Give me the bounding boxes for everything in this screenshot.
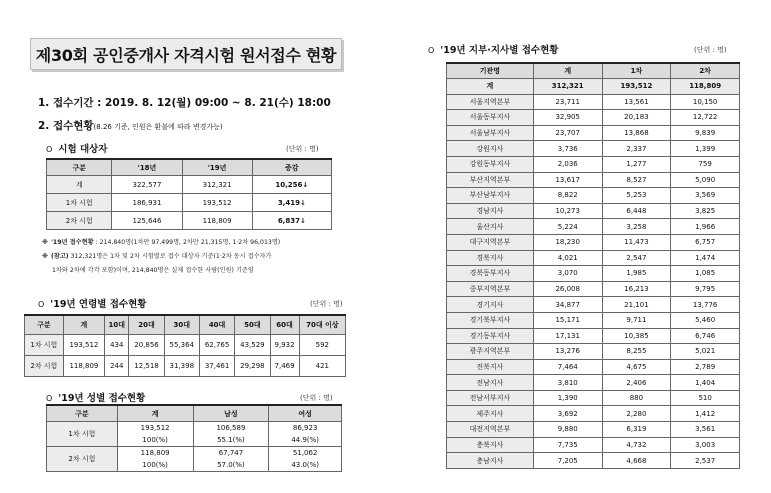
table-cell: 3,561	[671, 422, 740, 438]
table-header-row	[447, 63, 740, 79]
table-cell: 2차 시험	[47, 447, 118, 472]
table-row	[447, 188, 740, 204]
table-cell: 13,776	[671, 297, 740, 313]
table-cell: 193,512	[117, 422, 193, 435]
table-cell: 13,561	[602, 94, 671, 110]
table-cell: 16,213	[602, 281, 671, 297]
table-row	[447, 390, 740, 406]
reception-status-note: (8.26 기준, 인원은 환불에 따라 변경가능)	[93, 123, 223, 131]
table-cell: 10,273	[533, 203, 602, 219]
document-title: 제30회 공인중개사 자격시험 원서접수 현황	[30, 38, 342, 70]
branch-heading: O '19년 지부·지사별 접수현황	[428, 45, 559, 56]
table-cell: 8,255	[602, 344, 671, 360]
table-cell: 9,711	[602, 312, 671, 328]
column-header: '18년	[112, 159, 182, 176]
table-cell: 6,837↓	[252, 212, 331, 230]
table-cell: 118,809	[671, 79, 740, 95]
column-header: 40대	[199, 315, 234, 335]
table-cell: 9,795	[671, 281, 740, 297]
table-row	[47, 422, 342, 435]
exam-target-heading: O 시험 대상자	[46, 144, 108, 155]
table-cell: 전북지사	[447, 359, 534, 375]
table-cell: 1차 시험	[47, 194, 112, 212]
table-cell: 1,399	[671, 141, 740, 157]
column-header: 구분	[25, 315, 64, 335]
table-cell: 17,131	[533, 328, 602, 344]
table-cell: 4,668	[602, 453, 671, 469]
table-cell: 9,932	[270, 335, 299, 356]
table-row	[47, 176, 332, 194]
table-cell: 13,868	[602, 125, 671, 141]
reception-status-title: 2. 접수현황	[38, 120, 94, 132]
table-cell: 5,090	[671, 172, 740, 188]
table-cell: 계	[47, 176, 112, 194]
table-cell: 1차 시험	[47, 422, 118, 447]
table-cell: 강원지사	[447, 141, 534, 157]
table-cell: 34,877	[533, 297, 602, 313]
column-header: 20대	[129, 315, 164, 335]
table-cell: 11,473	[602, 234, 671, 250]
table-cell: 51,062	[269, 447, 342, 460]
column-header: 남성	[193, 405, 269, 422]
table-cell: 193,512	[63, 335, 104, 356]
table-cell: 2,036	[533, 156, 602, 172]
table-row	[447, 359, 740, 375]
table-cell: 29,298	[235, 356, 270, 377]
branch-table	[446, 62, 740, 469]
table-cell: 대구지역본부	[447, 234, 534, 250]
table-cell: 592	[299, 335, 345, 356]
table-cell: 9,839	[671, 125, 740, 141]
table-row	[25, 356, 346, 377]
table-cell: 전남서부지사	[447, 390, 534, 406]
table-cell: 6,319	[602, 422, 671, 438]
table-row	[47, 212, 332, 230]
table-row	[447, 79, 740, 95]
table-row	[447, 453, 740, 469]
table-cell: 대전지역본부	[447, 422, 534, 438]
table-cell: 2차 시험	[47, 212, 112, 230]
table-cell: 1,966	[671, 219, 740, 235]
table-cell: 118,809	[63, 356, 104, 377]
table-cell: 서울남부지사	[447, 125, 534, 141]
table-cell: 3,825	[671, 203, 740, 219]
table-cell: 1,277	[602, 156, 671, 172]
gender-table	[46, 404, 342, 472]
table-header-row	[25, 315, 346, 335]
table-row	[447, 219, 740, 235]
table-cell: 12,518	[129, 356, 164, 377]
table-cell: 서울지역본부	[447, 94, 534, 110]
table-cell: 9,880	[533, 422, 602, 438]
table-cell: 경북동부지사	[447, 266, 534, 282]
table-cell: 5,224	[533, 219, 602, 235]
table-cell: 62,765	[199, 335, 234, 356]
table-cell: 3,070	[533, 266, 602, 282]
column-header: 계	[63, 315, 104, 335]
table-cell: 울산지사	[447, 219, 534, 235]
column-header: 여성	[269, 405, 342, 422]
column-header: 2차	[671, 63, 740, 79]
table-row	[447, 344, 740, 360]
table-cell: 7,205	[533, 453, 602, 469]
table-cell: 8,822	[533, 188, 602, 204]
table-cell: 부산남부지사	[447, 188, 534, 204]
table-cell: 44.9(%)	[269, 434, 342, 447]
age-unit: (단위 : 명)	[310, 300, 343, 308]
table-cell: 26,008	[533, 281, 602, 297]
table-cell: 전남지사	[447, 375, 534, 391]
table-cell: 18,230	[533, 234, 602, 250]
note-bold-text: (참고)	[51, 253, 69, 260]
table-row	[447, 406, 740, 422]
table-cell: 3,692	[533, 406, 602, 422]
table-cell: 312,321	[533, 79, 602, 95]
table-cell: 5,253	[602, 188, 671, 204]
table-cell: 10,385	[602, 328, 671, 344]
column-header: '19년	[182, 159, 252, 176]
table-cell: 2,280	[602, 406, 671, 422]
table-header-row	[47, 159, 332, 176]
table-cell: 6,757	[671, 234, 740, 250]
note-mark: ※	[42, 239, 49, 246]
table-cell: 125,646	[112, 212, 182, 230]
table-cell: 1,390	[533, 390, 602, 406]
table-row	[447, 297, 740, 313]
column-header: 기관명	[447, 63, 534, 79]
exam-target-unit: (단위 : 명)	[286, 145, 319, 153]
table-cell: 20,183	[602, 110, 671, 126]
table-row	[447, 234, 740, 250]
table-cell: 106,589	[193, 422, 269, 435]
table-cell: 8,527	[602, 172, 671, 188]
table-row	[447, 375, 740, 391]
gender-label: '19년 성별 접수현황	[58, 393, 146, 404]
branch-unit: (단위 : 명)	[694, 46, 727, 54]
note-line	[42, 250, 342, 264]
table-row	[447, 312, 740, 328]
table-cell: 23,707	[533, 125, 602, 141]
branch-label: '19년 지부·지사별 접수현황	[440, 45, 559, 56]
table-cell: 31,398	[164, 356, 199, 377]
table-cell: 12,722	[671, 110, 740, 126]
table-cell: 118,809	[182, 212, 252, 230]
table-cell: 510	[671, 390, 740, 406]
table-cell: 중부지역본부	[447, 281, 534, 297]
table-cell: 37,461	[199, 356, 234, 377]
table-cell: 1,404	[671, 375, 740, 391]
column-header: 30대	[164, 315, 199, 335]
table-cell: 13,617	[533, 172, 602, 188]
table-cell: 경북지사	[447, 250, 534, 266]
table-cell: 3,258	[602, 219, 671, 235]
table-cell: 13,276	[533, 344, 602, 360]
table-row	[447, 437, 740, 453]
column-header: 구분	[47, 405, 118, 422]
table-cell: 제주지사	[447, 406, 534, 422]
table-cell: 2,547	[602, 250, 671, 266]
exam-target-table	[46, 158, 332, 230]
age-table	[24, 314, 346, 377]
column-header: 50대	[235, 315, 270, 335]
age-label: '19년 연령별 접수현황	[50, 299, 147, 310]
gender-heading: O '19년 성별 접수현황	[46, 393, 146, 404]
table-cell: 32,905	[533, 110, 602, 126]
table-cell: 322,577	[112, 176, 182, 194]
table-row	[447, 266, 740, 282]
table-cell: 1,985	[602, 266, 671, 282]
table-row	[47, 447, 342, 460]
table-cell: 100(%)	[117, 434, 193, 447]
table-cell: 20,856	[129, 335, 164, 356]
exam-target-label: 시험 대상자	[58, 144, 108, 155]
reception-status-heading	[38, 118, 223, 133]
table-cell: 312,321	[182, 176, 252, 194]
table-cell: 880	[602, 390, 671, 406]
table-row	[447, 156, 740, 172]
table-cell: 6,746	[671, 328, 740, 344]
column-header: 10대	[105, 315, 129, 335]
table-cell: 충남지사	[447, 453, 534, 469]
note-mark: ※	[42, 253, 49, 260]
table-cell: 경기북부지사	[447, 312, 534, 328]
table-cell: 2,406	[602, 375, 671, 391]
table-cell: 서울동부지사	[447, 110, 534, 126]
table-cell: 43,529	[235, 335, 270, 356]
table-cell: 43.0(%)	[269, 459, 342, 472]
table-cell: 67,747	[193, 447, 269, 460]
table-cell: 118,809	[117, 447, 193, 460]
column-header: 계	[533, 63, 602, 79]
table-cell: 3,569	[671, 188, 740, 204]
note-text: 1차와 2차에 각각 포함)이며, 214,840명은 실제 접수한 사람(인원) 기준임	[52, 267, 254, 274]
table-cell: 경기동부지사	[447, 328, 534, 344]
table-cell: 2,337	[602, 141, 671, 157]
table-cell: 7,464	[533, 359, 602, 375]
table-cell: 1,474	[671, 250, 740, 266]
table-cell: 55,364	[164, 335, 199, 356]
table-cell: 15,171	[533, 312, 602, 328]
table-cell: 21,101	[602, 297, 671, 313]
table-cell: 3,003	[671, 437, 740, 453]
table-cell: 100(%)	[117, 459, 193, 472]
table-cell: 7,469	[270, 356, 299, 377]
table-header-row	[47, 405, 342, 422]
table-cell: 193,512	[182, 194, 252, 212]
table-cell: 광주지역본부	[447, 344, 534, 360]
column-header: 계	[117, 405, 193, 422]
table-cell: 2차 시험	[25, 356, 64, 377]
note-text: : 214,840명(1차만 97,499명, 2차만 21,315명, 1·2차 96,013명)	[93, 239, 281, 246]
table-row	[447, 94, 740, 110]
note-line	[42, 264, 342, 278]
table-cell: 6,448	[602, 203, 671, 219]
table-cell: 10,150	[671, 94, 740, 110]
table-cell: 경기지사	[447, 297, 534, 313]
table-cell: 4,021	[533, 250, 602, 266]
table-cell: 2,789	[671, 359, 740, 375]
column-header: 구분	[47, 159, 112, 176]
table-cell: 4,732	[602, 437, 671, 453]
table-cell: 1차 시험	[25, 335, 64, 356]
table-cell: 1,412	[671, 406, 740, 422]
table-cell: 계	[447, 79, 534, 95]
table-row	[447, 141, 740, 157]
table-cell: 759	[671, 156, 740, 172]
table-cell: 5,021	[671, 344, 740, 360]
table-cell: 부산지역본부	[447, 172, 534, 188]
table-row	[447, 110, 740, 126]
note-bold-text: '19년 접수현황	[51, 239, 94, 246]
table-cell: 5,460	[671, 312, 740, 328]
table-cell: 3,419↓	[252, 194, 331, 212]
table-cell: 421	[299, 356, 345, 377]
table-row	[447, 250, 740, 266]
table-row	[25, 335, 346, 356]
table-cell: 193,512	[602, 79, 671, 95]
table-row	[447, 125, 740, 141]
table-cell: 1,085	[671, 266, 740, 282]
note-text: 312,321명은 1차 및 2차 시험별로 접수 대상자 기준(1·2차 동시 접수자가	[68, 253, 272, 260]
column-header: 70대 이상	[299, 315, 345, 335]
column-header: 증감	[252, 159, 331, 176]
table-cell: 10,256↓	[252, 176, 331, 194]
table-cell: 강원동부지사	[447, 156, 534, 172]
age-heading: O '19년 연령별 접수현황	[38, 299, 147, 310]
reception-period: 1. 접수기간 : 2019. 8. 12(월) 09:00 ~ 8. 21(수) 18:00	[38, 97, 331, 109]
table-cell: 3,736	[533, 141, 602, 157]
column-header: 1차	[602, 63, 671, 79]
table-row	[447, 328, 740, 344]
table-cell: 434	[105, 335, 129, 356]
table-row	[447, 172, 740, 188]
table-cell: 186,931	[112, 194, 182, 212]
table-cell: 충북지사	[447, 437, 534, 453]
table-cell: 4,675	[602, 359, 671, 375]
table-cell: 55.1(%)	[193, 434, 269, 447]
table-cell: 7,735	[533, 437, 602, 453]
table-row	[447, 203, 740, 219]
table-cell: 3,810	[533, 375, 602, 391]
notes-block	[42, 236, 342, 278]
table-row	[447, 281, 740, 297]
table-cell: 경남지사	[447, 203, 534, 219]
column-header: 60대	[270, 315, 299, 335]
gender-unit: (단위 : 명)	[300, 394, 333, 402]
table-cell: 57.0(%)	[193, 459, 269, 472]
note-line	[42, 236, 342, 250]
table-row	[447, 422, 740, 438]
table-cell: 244	[105, 356, 129, 377]
table-cell: 2,537	[671, 453, 740, 469]
table-cell: 23,711	[533, 94, 602, 110]
table-cell: 86,923	[269, 422, 342, 435]
table-row	[47, 194, 332, 212]
